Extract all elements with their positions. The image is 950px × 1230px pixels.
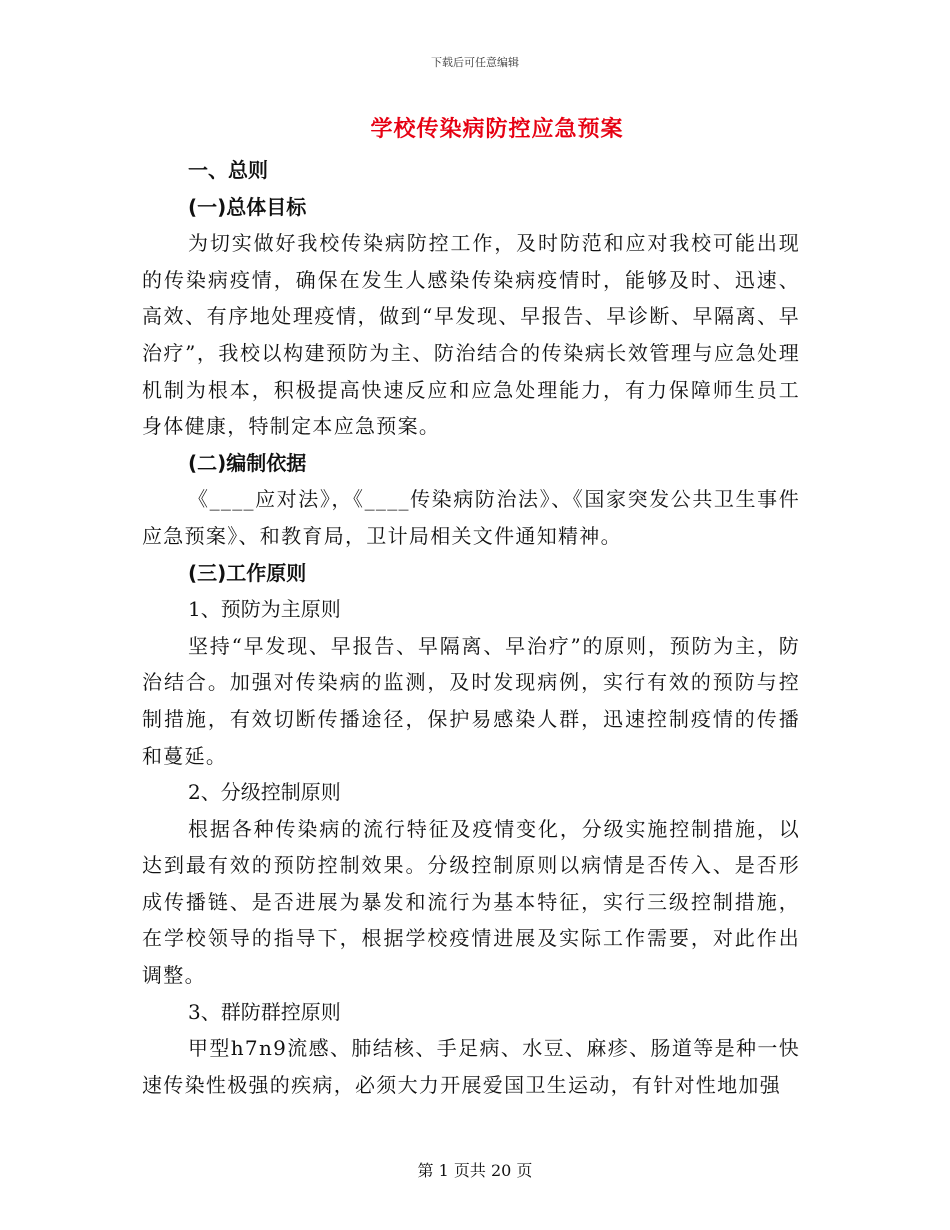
principle-item-2: 2、分级控制原则 (188, 780, 341, 805)
principle-item-1: 1、预防为主原则 (188, 597, 341, 622)
paragraph-overall-goal: 为切实做好我校传染病防控工作，及时防范和应对我校可能出现的传染病疫情，确保在发生人感染传染病疫情时，能够及时、迅速、高效、有序地处理疫情，做到“早发现、早报告、早诊断、早隔离、早治疗”，我校以构建预防为主、防治结合的传染病长效管理与应急处理机制为根本，积极提高快速反应和应急处理能力，有力保障师生员工身体健康，特制定本应急预案。 (142, 231, 800, 439)
section-heading-general: 一、总则 (188, 158, 268, 182)
document-title: 学校传染病防控应急预案 (370, 116, 624, 142)
subheading-basis: (二)编制依据 (188, 450, 307, 475)
subheading-overall-goal: (一)总体目标 (188, 194, 307, 219)
paragraph-basis: 《____应对法》，《____传染病防治法》、《国家突发公共卫生事件应急预案》、和教育局，卫计局相关文件通知精神。 (142, 487, 800, 548)
principle-item-3: 3、群防群控原则 (188, 999, 341, 1024)
document-body (142, 152, 800, 1103)
paragraph-principle-3: 甲型h7n9流感、肺结核、手足病、水豆、麻疹、肠道等是种一快速传染性极强的疾病，必须大力开展爱国卫生运动，有针对性地加强 (142, 1036, 800, 1097)
subheading-work-principles: (三)工作原则 (188, 560, 307, 585)
paragraph-principle-2: 根据各种传染病的流行特征及疫情变化，分级实施控制措施，以达到最有效的预防控制效果。分级控制原则以病情是否传入、是否形成传播链、是否进展为暴发和流行为基本特征，实行三级控制措施，在学校领导的指导下，根据学校疫情进展及实际工作需要，对此作出调整。 (142, 816, 800, 988)
page-footer: 第 1 页共 20 页 (417, 1161, 533, 1180)
header-note: 下载后可任意编辑 (431, 56, 519, 69)
paragraph-principle-1: 坚持“早发现、早报告、早隔离、早治疗”的原则，预防为主，防治结合。加强对传染病的监测，及时发现病例，实行有效的预防与控制措施，有效切断传播途径，保护易感染人群，迅速控制疫情的传播和蔓延。 (142, 633, 800, 768)
